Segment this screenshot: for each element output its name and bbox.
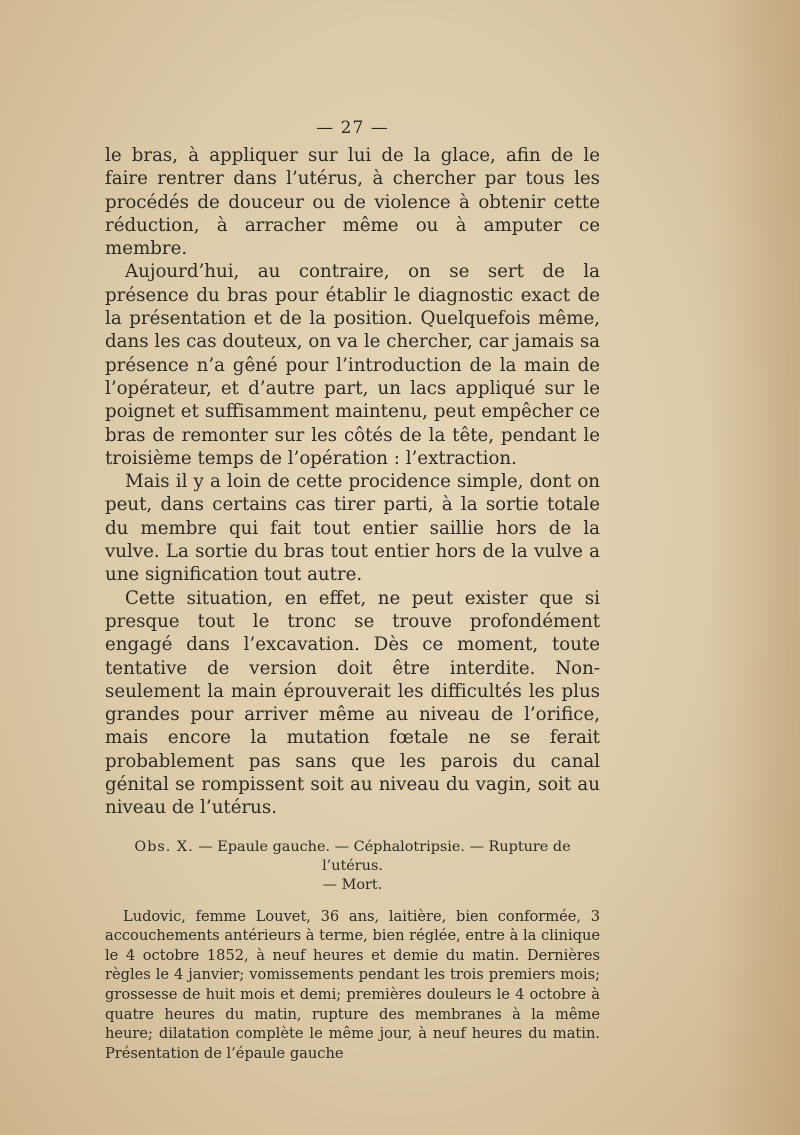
paragraph-3: Mais il y a loin de cette procidence simple, dont on peut, dans certains cas tirer parti, à la sortie totale du membre qui fait tout entier saillie hors de la vulve. La sortie du bras tout entier hors de la vulve a une signification tout autre.: [105, 471, 600, 586]
page-text: [105, 118, 600, 1063]
observation-label: Obs. X.: [134, 838, 194, 855]
page-number: — 27 —: [316, 118, 389, 138]
paragraph-1: le bras, à appliquer sur lui de la glace, afin de le faire rentrer dans l’utérus, à chercher par tous les procédés de douceur ou de violence à obtenir cette réduction, à arracher même ou à amputer ce membre.: [105, 145, 600, 260]
observation-subtitle: — Mort.: [322, 876, 383, 893]
paragraph-4: Cette situation, en effet, ne peut exister que si presque tout le tronc se trouve profondément engagé dans l’excavation. Dès ce moment, toute tentative de version doit être interdite. Non-seulement la main éprouverait les difficultés les plus grandes pour arriver même au niveau de l’orifice, mais encore la mutation fœtale ne se ferait probablement pas sans que les parois du canal génital se rompissent soit au niveau du vagin, soit au niveau de l’utérus.: [105, 587, 600, 819]
observation-title: — Epaule gauche. — Céphalotripsie. — Rupture de l’utérus.: [198, 838, 571, 874]
observation-body: Ludovic, femme Louvet, 36 ans, laitière, bien conformée, 3 accouchements antérieurs à terme, bien réglée, entre à la clinique le 4 octobre 1852, à neuf heures et demie du matin. Dernières règles le 4 janvier; vomissements pendant les trois premiers mois; grossesse de huit mois et demi; premières douleurs le 4 octobre à quatre heures du matin, rupture des membranes à la même heure; dilatation complète le même jour, à neuf heures du matin. Présentation de l’épaule gauche: [105, 907, 600, 1062]
paragraph-2: Aujourd’hui, au contraire, on se sert de la présence du bras pour établir le diagnostic exact de la présentation et de la position. Quelquefois même, dans les cas douteux, on va le chercher, car jamais sa présence n’a gêné pour l’introduction de la main de l’opérateur, et d’autre part, un lacs appliqué sur le poignet et suffisamment maintenu, peut empêcher ce bras de remonter sur les côtés de la tête, pendant le troisième temps de l’opération : l’extraction.: [105, 261, 600, 469]
page-edge-shadow: [710, 0, 800, 1135]
observation-heading: [105, 838, 600, 895]
